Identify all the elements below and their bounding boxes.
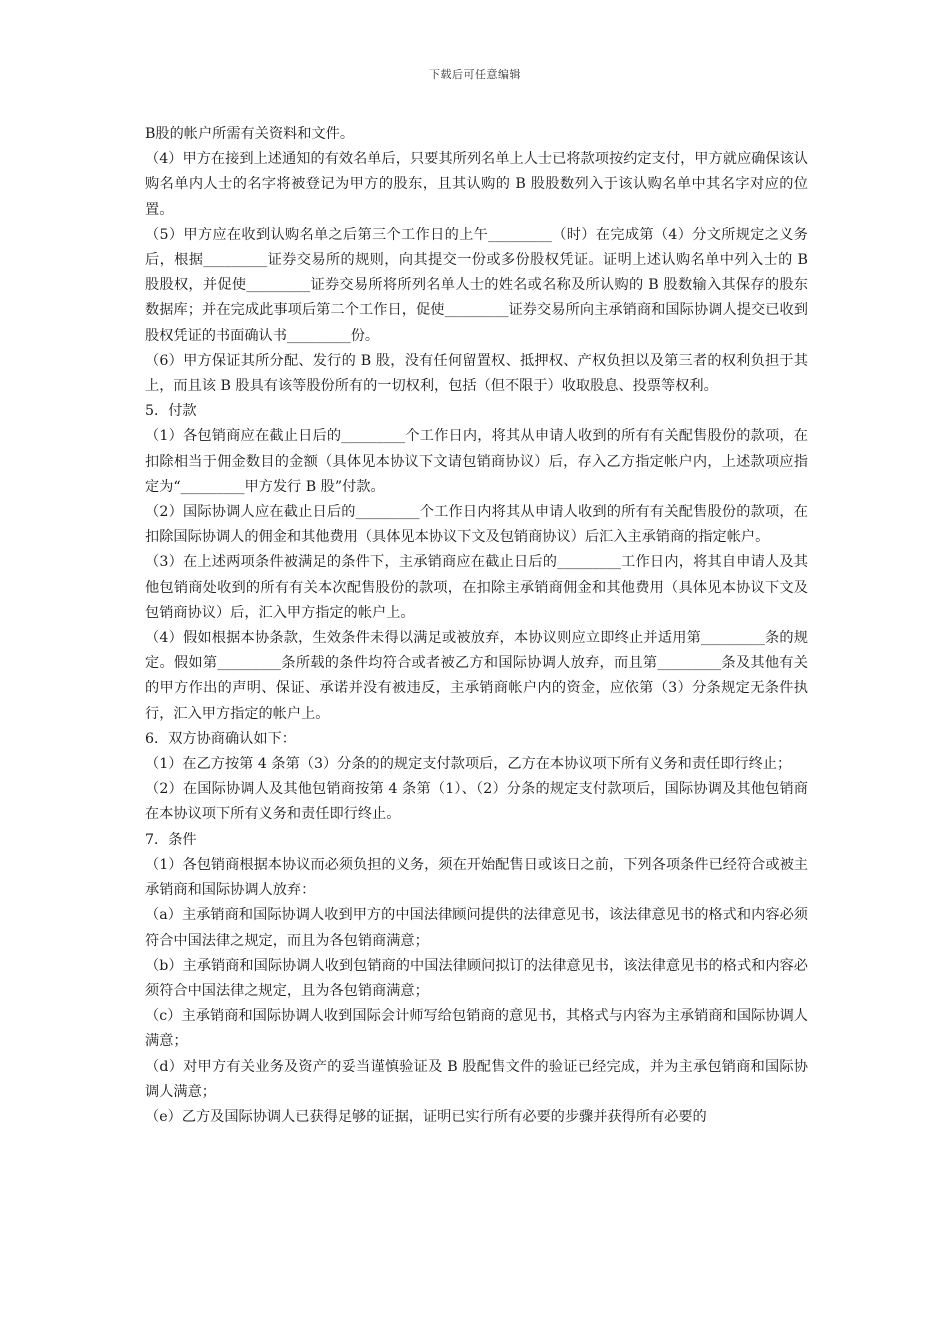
paragraph: （b）主承销商和国际协调人收到包销商的中国法律顾问拟订的法律意见书，该法律意见书的格式和内容必须符合中国法律之规定，且为各包销商满意； <box>145 957 808 999</box>
paragraph: （c）主承销商和国际协调人收到国际会计师写给包销商的意见书，其格式与内容为主承销商和国际协调人满意； <box>145 1008 808 1050</box>
paragraph: （d）对甲方有关业务及资产的妥当谨慎验证及 B 股配售文件的验证已经完成，并为主承包销商和国际协调人满意； <box>145 1058 808 1100</box>
paragraph: （a）主承销商和国际协调人收到甲方的中国法律顾问提供的法律意见书，该法律意见书的格式和内容必须符合中国法律之规定，而且为各包销商满意； <box>145 907 808 949</box>
paragraph: （2）国际协调人应在截止日后的_________个工作日内将其从申请人收到的所有有关配售股份的款项，在扣除国际协调人的佣金和其他费用（具体见本协议下文及包销商协议）后汇入主承销商的指定帐户。 <box>145 504 808 546</box>
paragraph: （1）各包销商应在截止日后的_________个工作日内，将其从申请人收到的所有有关配售股份的款项，在扣除相当于佣金数目的金额（具体见本协议下文请包销商协议）后，存入乙方指定帐户内，上述款项应指定为“_________甲方发行 B 股”付款。 <box>145 428 808 495</box>
paragraph: （1）在乙方按第 4 条第（3）分条的的规定支付款项后，乙方在本协议项下所有义务和责任即行终止； <box>145 756 792 773</box>
section-heading: 7．条件 <box>145 831 197 848</box>
section-heading: 5．付款 <box>145 403 197 420</box>
document-body <box>145 122 808 1130</box>
paragraph: （e）乙方及国际协调人已获得足够的证据，证明已实行所有必要的步骤并获得所有必要的 <box>145 1108 707 1125</box>
section-heading: 6．双方协商确认如下： <box>145 730 296 747</box>
paragraph: （4）甲方在接到上述通知的有效名单后，只要其所列名单上人士已将款项按约定支付，甲方就应确保该认购名单内人士的名字将被登记为甲方的股东，且其认购的 B 股股数列入于该认购名单中其名字对应的位置。 <box>145 151 808 218</box>
paragraph: （3）在上述两项条件被满足的条件下，主承销商应在截止日后的_________工作日内，将其自申请人及其他包销商处收到的所有有关本次配售股份的款项，在扣除主承销商佣金和其他费用（具体见本协议下文及包销商协议）后，汇入甲方指定的帐户上。 <box>145 554 808 621</box>
page-header: 下载后可任意编辑 <box>429 68 521 81</box>
paragraph: （1）各包销商根据本协议而必须负担的义务，须在开始配售日或该日之前，下列各项条件已经符合或被主承销商和国际协调人放弃： <box>145 856 808 899</box>
paragraph: （6）甲方保证其所分配、发行的 B 股，没有任何留置权、抵押权、产权负担以及第三者的权利负担于其上，而且该 B 股具有该等股份所有的一切权利，包括（但不限于）收取股息、投票等权利。 <box>145 352 808 395</box>
paragraph: （2）在国际协调人及其他包销商按第 4 条第（1）、（2）分条的规定支付款项后，国际协调及其他包销商在本协议项下所有义务和责任即行终止。 <box>145 781 808 823</box>
paragraph: B股的帐户所需有关资料和文件。 <box>145 126 355 142</box>
paragraph: （5）甲方应在收到认购名单之后第三个工作日的上午_________（时）在完成第（4）分文所规定之义务后，根据_________证券交易所的规则，向其提交一份或多份股权凭证。证明上述认购名单中列入士的 B 股股权，并促使_________证券交易所将所列名单人士的姓名或名称及所认购的 B 股数输入其保存的股东数据库；并在完成此事项后第二个工作日，促使_________证券交易所向主承销商和国际协调人提交已收到股权凭证的书面确认书_________份。 <box>145 226 808 344</box>
paragraph: （4）假如根据本协条款，生效条件未得以满足或被放弃，本协议则应立即终止并适用第_________条的规定。假如第_________条所载的条件均符合或者被乙方和国际协调人放弃，而且第_________条及其他有关的甲方作出的声明、保证、承诺并没有被违反，主承销商帐户内的资金，应依第（3）分条规定无条件执行，汇入甲方指定的帐户上。 <box>145 630 808 722</box>
